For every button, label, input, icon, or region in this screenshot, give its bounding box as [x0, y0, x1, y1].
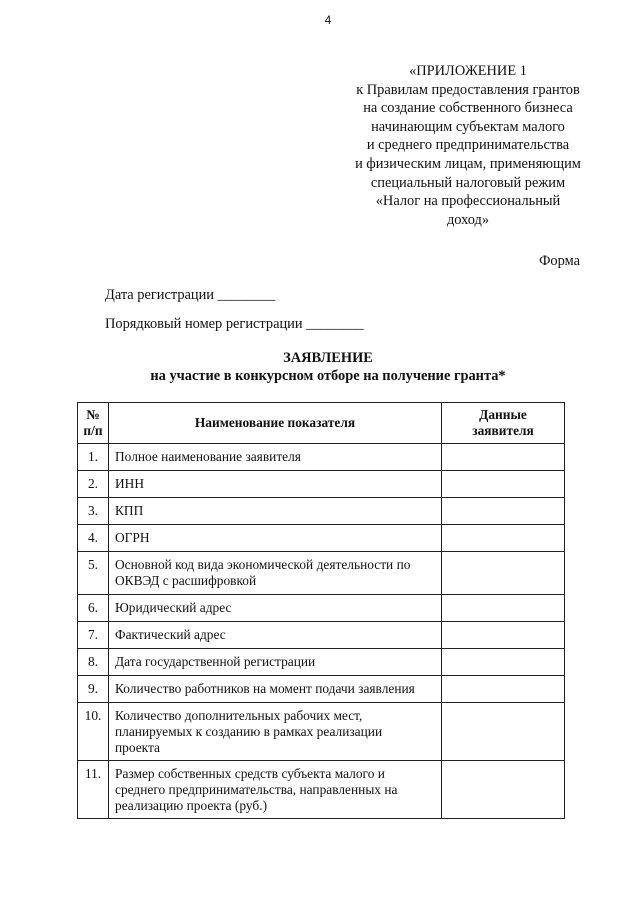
row-indicator-name	[109, 649, 442, 676]
table-row	[78, 622, 565, 649]
row-indicator-name	[109, 471, 442, 498]
registration-number-line: Порядковый номер регистрации ________	[105, 316, 364, 332]
header-indicator-name: Наименование показателя	[109, 403, 442, 444]
table-row	[78, 525, 565, 552]
row-number: 6.	[78, 595, 109, 622]
appendix-line: и среднего предпринимательства	[366, 137, 570, 154]
row-applicant-value-cell[interactable]	[442, 622, 565, 649]
table-row	[78, 649, 565, 676]
table-row	[78, 703, 565, 761]
row-number: 3.	[78, 498, 109, 525]
appendix-line: начинающим субъектам малого	[371, 118, 565, 135]
appendix-line: на создание собственного бизнеса	[363, 100, 573, 117]
table-row	[78, 761, 565, 819]
table-row	[78, 552, 565, 595]
row-indicator-name	[109, 595, 442, 622]
row-indicator-name	[109, 525, 442, 552]
row-indicator-line: Дата государственной регистрации	[115, 654, 316, 669]
appendix-line: к Правилам предоставления грантов	[356, 81, 580, 98]
row-indicator-line: Количество дополнительных рабочих мест,	[115, 708, 363, 723]
row-indicator-line: Юридический адрес	[115, 600, 232, 615]
row-indicator-name	[109, 498, 442, 525]
row-indicator-line: планируемых к созданию в рамках реализации	[115, 724, 383, 739]
title-subtitle: на участие в конкурсном отборе на получение гранта*	[150, 368, 506, 384]
row-number: 8.	[78, 649, 109, 676]
row-number: 11.	[78, 761, 109, 819]
row-number: 4.	[78, 525, 109, 552]
row-number: 2.	[78, 471, 109, 498]
row-indicator-name	[109, 676, 442, 703]
appendix-line: и физическим лицам, применяющим	[355, 155, 581, 172]
row-applicant-value-cell[interactable]	[442, 676, 565, 703]
row-indicator-name	[109, 552, 442, 595]
row-indicator-name	[109, 703, 442, 761]
row-applicant-value-cell[interactable]	[442, 498, 565, 525]
table-row	[78, 498, 565, 525]
row-indicator-line: Количество работников на момент подачи заявления	[115, 681, 415, 696]
row-number: 9.	[78, 676, 109, 703]
table-header-row	[78, 403, 565, 444]
row-applicant-value-cell[interactable]	[442, 525, 565, 552]
row-applicant-value-cell[interactable]	[442, 703, 565, 761]
title-main: ЗАЯВЛЕНИЕ	[283, 350, 373, 366]
header-applicant-data	[442, 403, 565, 444]
row-applicant-value-cell[interactable]	[442, 471, 565, 498]
header-number-line: п/п	[83, 423, 103, 438]
row-applicant-value-cell[interactable]	[442, 595, 565, 622]
row-number: 10.	[78, 703, 109, 761]
row-indicator-line: реализацию проекта (руб.)	[115, 798, 268, 813]
row-indicator-line: среднего предпринимательства, направленных на	[115, 782, 398, 797]
row-indicator-name	[109, 622, 442, 649]
table-row	[78, 444, 565, 471]
table-row	[78, 471, 565, 498]
table-row	[78, 595, 565, 622]
row-indicator-line: Фактический адрес	[115, 627, 226, 642]
header-value-line: заявителя	[472, 423, 534, 438]
table-row	[78, 676, 565, 703]
form-label: Форма	[539, 253, 580, 269]
row-applicant-value-cell[interactable]	[442, 552, 565, 595]
row-indicator-name	[109, 444, 442, 471]
row-indicator-line: ИНН	[115, 476, 145, 491]
row-indicator-line: проекта	[115, 740, 160, 755]
row-applicant-value-cell[interactable]	[442, 444, 565, 471]
row-indicator-line: Полное наименование заявителя	[115, 449, 301, 464]
appendix-line: «Налог на профессиональный	[375, 193, 561, 210]
row-applicant-value-cell[interactable]	[442, 761, 565, 819]
application-table	[77, 402, 565, 819]
row-indicator-name	[109, 761, 442, 819]
document-title	[0, 349, 640, 385]
header-number	[78, 403, 109, 444]
row-indicator-line: ОГРН	[115, 530, 150, 545]
page-number: 4	[324, 13, 332, 27]
appendix-header	[318, 62, 618, 229]
row-number: 1.	[78, 444, 109, 471]
appendix-line: доход»	[446, 211, 490, 228]
row-indicator-line: ОКВЭД с расшифровкой	[115, 573, 257, 588]
row-indicator-line: Размер собственных средств субъекта малого и	[115, 766, 385, 781]
header-value-line: Данные	[479, 407, 527, 422]
appendix-line: «ПРИЛОЖЕНИЕ 1	[409, 63, 527, 79]
appendix-line: специальный налоговый режим	[370, 174, 566, 191]
row-indicator-line: Основной код вида экономической деятельности по	[115, 557, 411, 572]
row-applicant-value-cell[interactable]	[442, 649, 565, 676]
row-number: 7.	[78, 622, 109, 649]
row-indicator-line: КПП	[115, 503, 144, 518]
registration-date-line: Дата регистрации ________	[105, 287, 276, 303]
row-number: 5.	[78, 552, 109, 595]
header-number-line: №	[86, 407, 100, 422]
